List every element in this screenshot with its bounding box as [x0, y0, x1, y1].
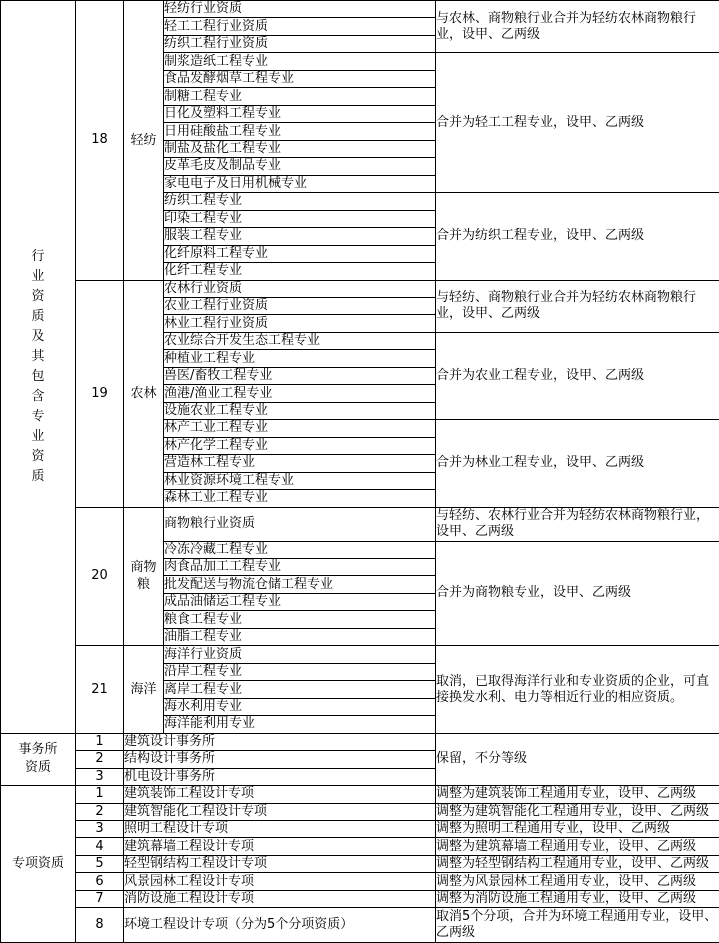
item-cell: 农业工程行业资质	[164, 297, 436, 314]
table-row	[1, 646, 719, 663]
category-label: 事务所资质	[18, 742, 58, 776]
note-cell: 与轻纺、农林行业合并为轻纺农林商物粮行业，设甲、乙两级	[436, 507, 719, 541]
item-cell: 林业工程行业资质	[164, 315, 436, 332]
item-cell: 纺织工程专业	[164, 193, 436, 210]
note-cell: 合并为轻工工程专业，设甲、乙两级	[436, 53, 719, 193]
item-cell: 林产化学工程专业	[164, 437, 436, 454]
item-cell: 照明工程设计专项	[124, 821, 436, 838]
note-cell: 合并为林业工程专业，设甲、乙两级	[436, 420, 719, 507]
note-cell: 调整为风景园林工程通用专业，设甲、乙两级	[436, 873, 719, 890]
note-cell: 保留，不分等级	[436, 733, 719, 785]
category-cell-office	[1, 733, 76, 785]
group-name-label: 农林	[130, 386, 157, 402]
group-name	[124, 646, 164, 733]
note-cell: 与轻纺、商物粮行业合并为轻纺农林商物粮行业，设甲、乙两级	[436, 280, 719, 332]
item-cell: 肉食品加工工程专业	[164, 558, 436, 575]
group-name-label: 轻纺	[130, 132, 157, 148]
table-row	[1, 1, 719, 18]
note-cell: 合并为农业工程专业，设甲、乙两级	[436, 332, 719, 419]
item-cell: 服装工程专业	[164, 228, 436, 245]
table-row	[1, 507, 719, 541]
item-cell: 种植业工程专业	[164, 350, 436, 367]
item-cell: 批发配送与物流仓储工程专业	[164, 576, 436, 593]
row-number: 2	[76, 803, 124, 820]
group-number: 20	[76, 507, 124, 646]
row-number: 4	[76, 838, 124, 855]
note-cell: 调整为建筑装饰工程通用专业，设甲、乙两级	[436, 786, 719, 803]
item-cell: 机电设计事务所	[124, 768, 436, 785]
group-name-label: 海洋	[130, 682, 157, 697]
note-cell: 合并为纺织工程专业，设甲、乙两级	[436, 193, 719, 280]
item-cell: 建筑幕墙工程设计专项	[124, 838, 436, 855]
table-row	[1, 280, 719, 297]
item-cell: 家电电子及日用机械专业	[164, 175, 436, 192]
item-cell: 轻工工程行业资质	[164, 18, 436, 35]
item-cell: 印染工程专业	[164, 210, 436, 227]
item-cell: 农林行业资质	[164, 280, 436, 297]
item-cell: 海洋能利用专业	[164, 716, 436, 733]
item-cell: 森林工业工程专业	[164, 490, 436, 507]
item-cell: 海洋行业资质	[164, 646, 436, 663]
table-row	[1, 821, 719, 838]
row-number: 5	[76, 855, 124, 872]
row-number: 3	[76, 821, 124, 838]
row-number: 6	[76, 873, 124, 890]
table-row	[1, 838, 719, 855]
row-number: 7	[76, 890, 124, 907]
group-name	[124, 507, 164, 646]
note-cell: 与农林、商物粮行业合并为轻纺农林商物粮行业，设甲、乙两级	[436, 1, 719, 53]
table-row	[1, 803, 719, 820]
group-number: 21	[76, 646, 124, 733]
row-number: 8	[76, 908, 124, 943]
note-cell: 调整为照明工程通用专业，设甲、乙两级	[436, 821, 719, 838]
item-cell: 兽医/畜牧工程专业	[164, 367, 436, 384]
row-number: 3	[76, 768, 124, 785]
item-cell: 林业资源环境工程专业	[164, 472, 436, 489]
note-cell: 调整为消防设施工程通用专业，设甲、乙两级	[436, 890, 719, 907]
item-cell: 营造林工程专业	[164, 455, 436, 472]
item-cell: 成品油储运工程专业	[164, 593, 436, 610]
group-name	[124, 1, 164, 281]
item-cell: 消防设施工程设计专项	[124, 890, 436, 907]
group-name-label: 商物粮	[130, 560, 157, 593]
item-cell: 轻型钢结构工程设计专项	[124, 855, 436, 872]
note-cell: 合并为商物粮专业，设甲、乙两级	[436, 541, 719, 646]
item-cell: 粮食工程专业	[164, 611, 436, 628]
item-cell: 设施农业工程专业	[164, 402, 436, 419]
table-row	[1, 733, 719, 750]
item-cell: 轻纺行业资质	[164, 1, 436, 18]
group-number: 18	[76, 1, 124, 281]
group-number: 19	[76, 280, 124, 507]
item-cell: 日用硅酸盐工程专业	[164, 123, 436, 140]
table-row	[1, 786, 719, 803]
note-cell: 调整为建筑幕墙工程通用专业，设甲、乙两级	[436, 838, 719, 855]
item-cell: 制浆造纸工程专业	[164, 53, 436, 70]
row-number: 1	[76, 786, 124, 803]
item-cell: 商物粮行业资质	[164, 507, 436, 541]
item-cell: 纺织工程行业资质	[164, 35, 436, 52]
item-cell: 建筑装饰工程设计专项	[124, 786, 436, 803]
item-cell: 渔港/渔业工程专业	[164, 385, 436, 402]
table-row	[1, 890, 719, 907]
table-row	[1, 855, 719, 872]
item-cell: 油脂工程专业	[164, 628, 436, 645]
item-cell: 农业综合开发生态工程专业	[164, 332, 436, 349]
note-cell: 调整为建筑智能化工程通用专业，设甲、乙两级	[436, 803, 719, 820]
item-cell: 制糖工程专业	[164, 88, 436, 105]
group-name	[124, 280, 164, 507]
item-cell: 化纤工程专业	[164, 263, 436, 280]
table-row	[1, 873, 719, 890]
category-cell-special	[1, 786, 76, 943]
category-label: 行业资质及其包含专业资质	[31, 248, 45, 484]
item-cell: 风景园林工程设计专项	[124, 873, 436, 890]
row-number: 1	[76, 733, 124, 750]
note-cell: 调整为轻型钢结构工程通用专业，设甲、乙两级	[436, 855, 719, 872]
note-cell: 取消，已取得海洋行业和专业资质的企业，可直接换发水利、电力等相近行业的相应资质。	[436, 646, 719, 733]
item-cell: 冷冻冷藏工程专业	[164, 541, 436, 558]
item-cell: 环境工程设计专项（分为5个分项资质）	[124, 908, 436, 943]
item-cell: 制盐及盐化工程专业	[164, 140, 436, 157]
note-cell: 取消5个分项，合并为环境工程通用专业，设甲、乙两级	[436, 908, 719, 943]
item-cell: 化纤原料工程专业	[164, 245, 436, 262]
item-cell: 海水利用专业	[164, 698, 436, 715]
item-cell: 建筑智能化工程设计专项	[124, 803, 436, 820]
item-cell: 食品发酵烟草工程专业	[164, 70, 436, 87]
table-row	[1, 908, 719, 943]
row-number: 2	[76, 751, 124, 768]
category-label: 专项资质	[11, 856, 64, 872]
item-cell: 日化及塑料工程专业	[164, 105, 436, 122]
item-cell: 离岸工程专业	[164, 681, 436, 698]
item-cell: 沿岸工程专业	[164, 663, 436, 680]
category-cell-industry	[1, 1, 76, 734]
item-cell: 建筑设计事务所	[124, 733, 436, 750]
item-cell: 林产工业工程专业	[164, 420, 436, 437]
item-cell: 结构设计事务所	[124, 751, 436, 768]
item-cell: 皮革毛皮及制品专业	[164, 158, 436, 175]
